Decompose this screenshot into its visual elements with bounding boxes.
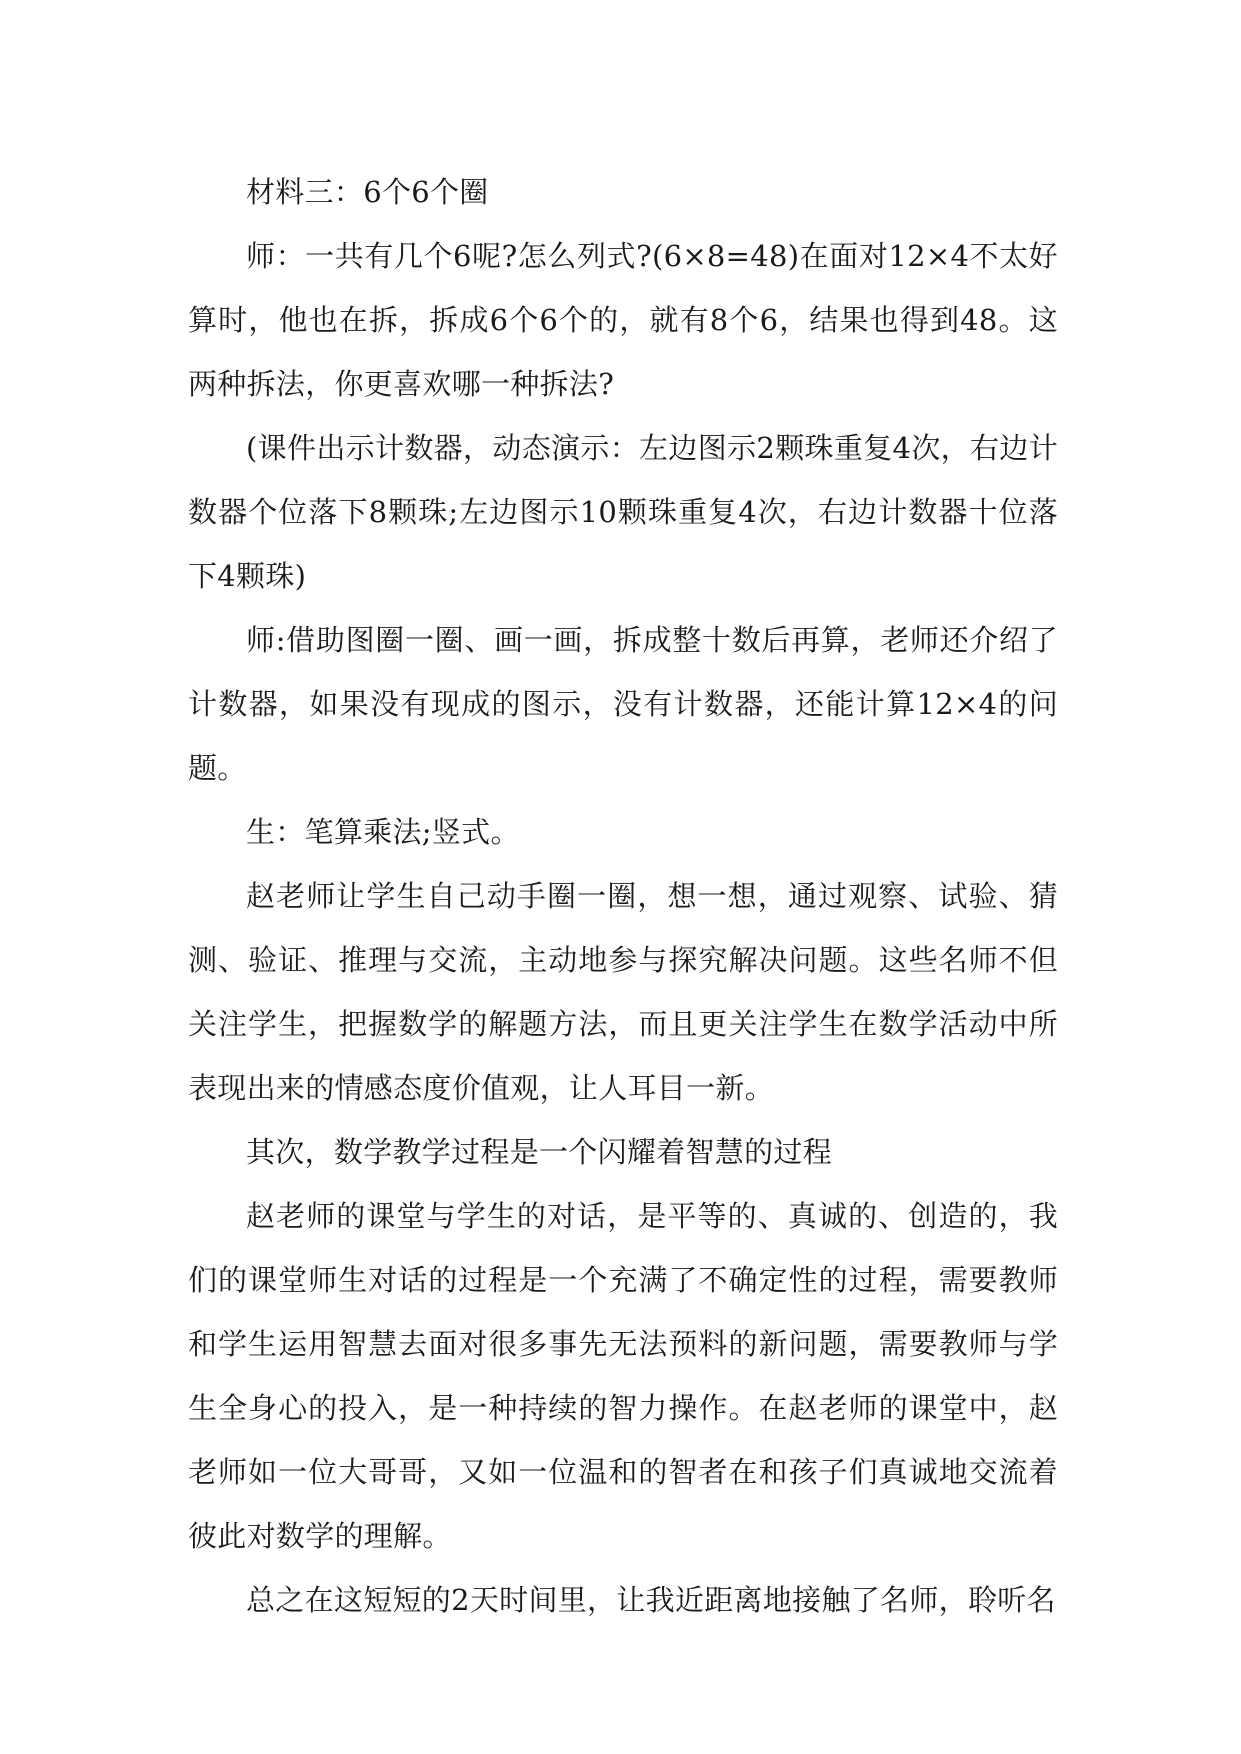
paragraph-material-three: 材料三：6个6个圈 xyxy=(246,175,489,209)
paragraph-student-answer: 生：笔算乘法;竖式。 xyxy=(246,815,520,849)
paragraph-teacher-summary: 师:借助图圈一圈、画一画，拆成整十数后再算，老师还介绍了计数器，如果没有现成的图示，没有计数器，还能计算12×4的问题。 xyxy=(188,623,1058,785)
paragraph-classroom-dialogue: 赵老师的课堂与学生的对话，是平等的、真诚的、创造的，我们的课堂师生对话的过程是一个充满了不确定性的过程，需要教师和学生运用智慧去面对很多事先无法预料的新问题，需要教师与学生全身心的投入，是一种持续的智力操作。在赵老师的课堂中，赵老师如一位大哥哥，又如一位温和的智者在和孩子们真诚地交流着彼此对数学的理解。 xyxy=(188,1199,1058,1553)
paragraph-teacher-question: 师：一共有几个6呢?怎么列式?(6×8=48)在面对12×4不太好算时，他也在拆，拆成6个6个的，就有8个6，结果也得到48。这两种拆法，你更喜欢哪一种拆法? xyxy=(188,239,1058,401)
paragraph-zhao-teaching: 赵老师让学生自己动手圈一圈，想一想，通过观察、试验、猜测、验证、推理与交流，主动地参与探究解决问题。这些名师不但关注学生，把握数学的解题方法，而且更关注学生在数学活动中所表现出来的情感态度价值观，让人耳目一新。 xyxy=(188,879,1058,1105)
paragraph-conclusion: 总之在这短短的2天时间里，让我近距离地接触了名师，聆听名 xyxy=(246,1583,1056,1617)
paragraph-courseware-demo: (课件出示计数器，动态演示：左边图示2颗珠重复4次，右边计数器个位落下8颗珠;左边图示10颗珠重复4次，右边计数器十位落下4颗珠) xyxy=(188,431,1058,593)
document-body xyxy=(188,160,1058,1632)
paragraph-second-point: 其次，数学教学过程是一个闪耀着智慧的过程 xyxy=(246,1135,833,1169)
